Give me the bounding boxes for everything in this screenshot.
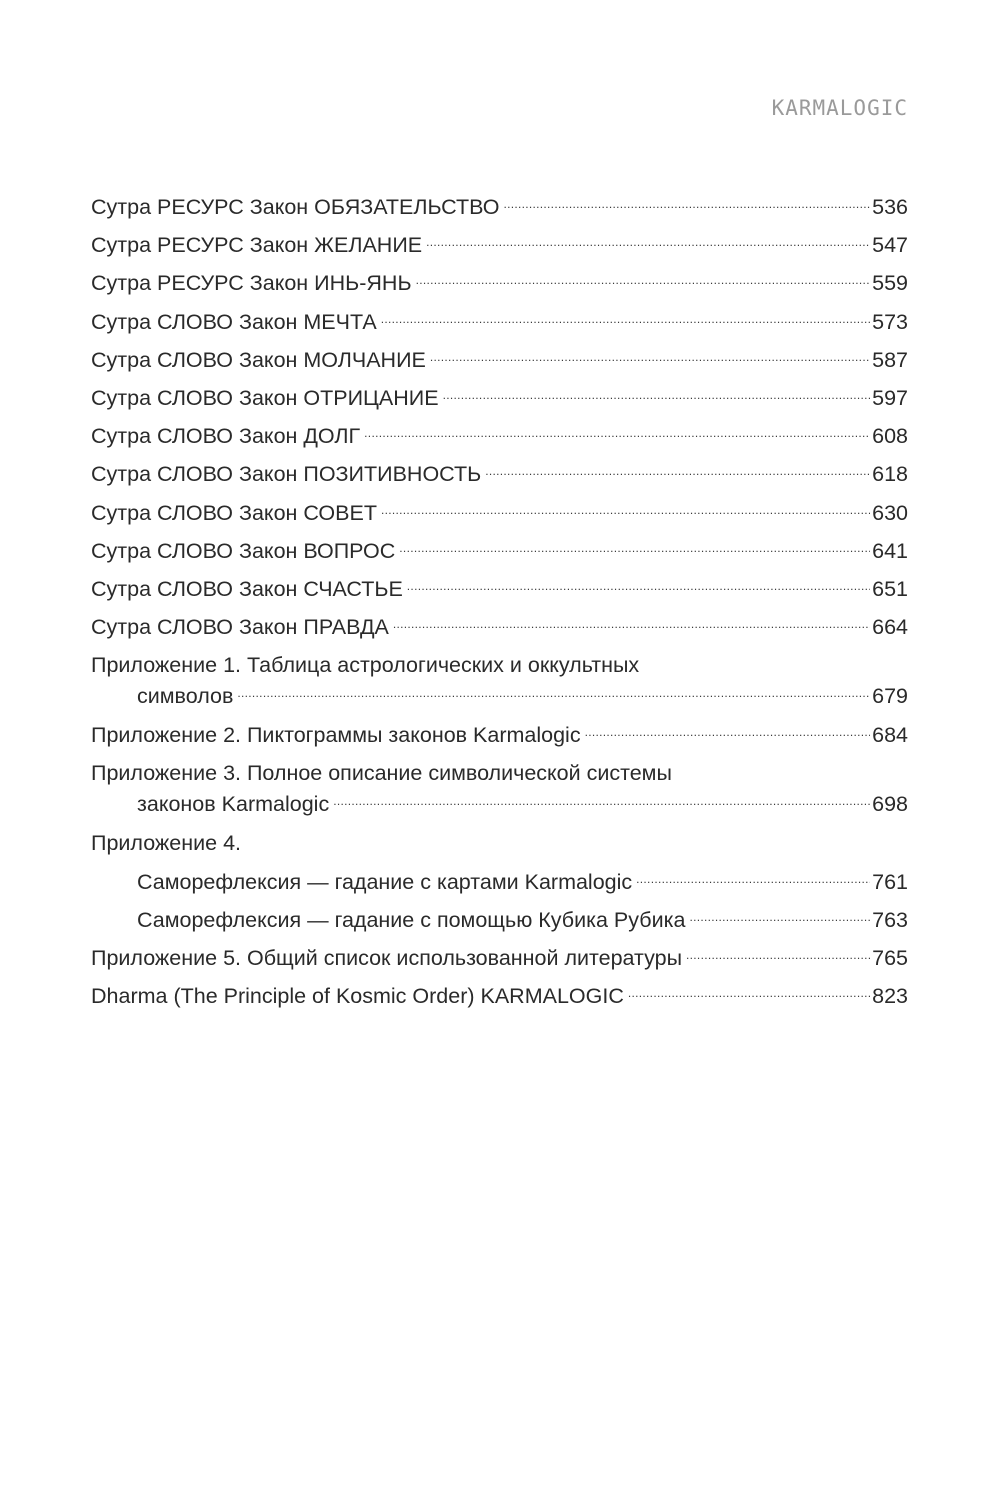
toc-subentry[interactable] <box>91 863 908 901</box>
toc-entry[interactable] <box>91 570 908 608</box>
toc-entry-page: 664 <box>872 615 908 640</box>
dot-leader <box>686 950 870 960</box>
dot-leader <box>503 199 870 209</box>
dot-leader <box>393 619 870 629</box>
dot-leader <box>381 314 870 324</box>
toc-entry-title: Саморефлексия — гадание с картами Karmalogic <box>137 869 633 894</box>
toc-entry-page: 547 <box>872 233 908 258</box>
table-of-contents <box>91 188 908 1015</box>
toc-entry-title: Dharma (The Principle of Kosmic Order) KARMALOGIC <box>91 984 624 1009</box>
dot-leader <box>416 275 871 285</box>
toc-entry-title: Сутра РЕСУРС Закон ИНЬ-ЯНЬ <box>91 271 412 296</box>
toc-entry-title: Сутра СЛОВО Закон СЧАСТЬЕ <box>91 576 403 601</box>
toc-entry-dharma[interactable] <box>91 977 908 1015</box>
toc-entry-title: Сутра СЛОВО Закон ДОЛГ <box>91 424 361 449</box>
dot-leader <box>407 581 870 591</box>
toc-entry-title: Сутра СЛОВО Закон ВОПРОС <box>91 538 396 563</box>
dot-leader <box>399 543 870 553</box>
toc-entry-page: 559 <box>872 271 908 296</box>
toc-entry-page: 823 <box>872 984 908 1009</box>
dot-leader <box>628 988 870 998</box>
dot-leader <box>237 688 870 698</box>
dot-leader <box>333 796 870 806</box>
dot-leader <box>485 466 870 476</box>
toc-entry[interactable] <box>91 455 908 493</box>
toc-subentry[interactable] <box>91 901 908 939</box>
toc-entry[interactable] <box>91 494 908 532</box>
toc-entry[interactable] <box>91 417 908 455</box>
dot-leader <box>636 874 870 884</box>
dot-leader <box>689 912 870 922</box>
toc-entry-appendix-5[interactable] <box>91 939 908 977</box>
dot-leader <box>443 390 871 400</box>
toc-entry-page: 684 <box>872 723 908 748</box>
toc-entry-title: Приложение 5. Общий список использованной литературы <box>91 946 683 970</box>
toc-entry-page: 573 <box>872 309 908 334</box>
toc-entry-appendix-3[interactable] <box>91 754 908 824</box>
toc-entry-title-line2: законов Karmalogic <box>137 792 330 817</box>
dot-leader <box>585 727 871 737</box>
toc-entry-appendix-4[interactable] <box>91 824 908 862</box>
toc-entry-title: Сутра СЛОВО Закон МЕЧТА <box>91 309 377 334</box>
toc-entry-appendix-2[interactable] <box>91 716 908 754</box>
toc-entry-page: 651 <box>872 576 908 601</box>
toc-entry[interactable] <box>91 303 908 341</box>
dot-leader <box>381 505 870 515</box>
toc-entry-title: Сутра СЛОВО Закон ПРАВДА <box>91 615 389 640</box>
toc-entry-page: 608 <box>872 424 908 449</box>
dot-leader <box>426 237 870 247</box>
dot-leader <box>430 352 870 362</box>
toc-entry-page: 630 <box>872 500 908 525</box>
toc-entry-title-line1: Приложение 1. Таблица астрологических и оккультных <box>91 653 640 678</box>
toc-entry-title: Сутра РЕСУРС Закон ОБЯЗАТЕЛЬСТВО <box>91 195 500 219</box>
running-header: KARMALOGIC <box>771 96 908 120</box>
toc-entry-page: 763 <box>872 907 908 932</box>
toc-entry-page: 597 <box>872 385 908 410</box>
toc-entry-title: Сутра СЛОВО Закон ОТРИЦАНИЕ <box>91 385 439 410</box>
toc-entry-title: Сутра СЛОВО Закон ПОЗИТИВНОСТЬ <box>91 462 482 487</box>
toc-entry[interactable] <box>91 341 908 379</box>
toc-entry-page: 587 <box>872 347 908 372</box>
toc-entry-title-line1: Приложение 3. Полное описание символической системы <box>91 761 672 786</box>
toc-entry-page: 765 <box>872 946 908 970</box>
toc-entry-page: 618 <box>872 462 908 487</box>
toc-entry-appendix-1[interactable] <box>91 646 908 716</box>
toc-entry-title: Сутра РЕСУРС Закон ЖЕЛАНИЕ <box>91 233 423 258</box>
toc-entry[interactable] <box>91 608 908 646</box>
toc-entry[interactable] <box>91 226 908 264</box>
toc-entry[interactable] <box>91 264 908 302</box>
toc-entry-page: 698 <box>872 792 908 817</box>
toc-entry-title: Приложение 4. <box>91 831 242 856</box>
toc-entry-page: 761 <box>872 869 908 894</box>
toc-entry-page: 641 <box>872 538 908 563</box>
toc-entry[interactable] <box>91 532 908 570</box>
toc-entry-title: Сутра СЛОВО Закон МОЛЧАНИЕ <box>91 347 426 372</box>
toc-entry-title-line2: символов <box>137 684 234 709</box>
dot-leader <box>364 428 870 438</box>
toc-entry-page: 536 <box>872 195 908 219</box>
toc-entry[interactable] <box>91 379 908 417</box>
toc-entry-title: Саморефлексия — гадание с помощью Кубика Рубика <box>137 907 686 932</box>
toc-entry-title: Сутра СЛОВО Закон СОВЕТ <box>91 500 377 525</box>
toc-entry-title: Приложение 2. Пиктограммы законов Karmalogic <box>91 723 581 748</box>
toc-entry-page: 679 <box>872 684 908 709</box>
toc-entry[interactable] <box>91 188 908 226</box>
